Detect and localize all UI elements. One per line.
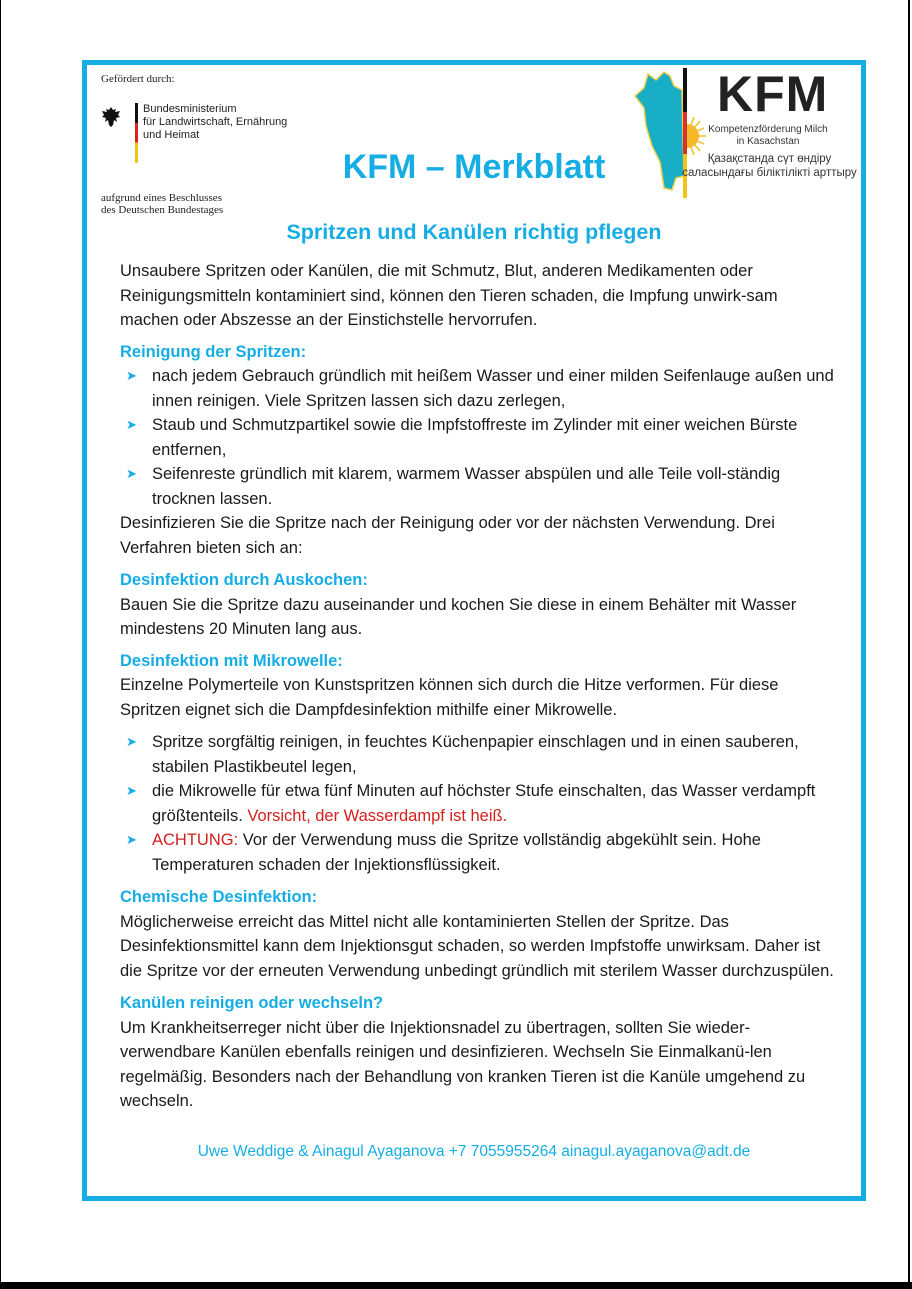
arrowhead-bullet-icon: ➤ (126, 832, 137, 847)
kfm-wordmark: KFM (717, 66, 829, 122)
chemical-paragraph: Möglicherweise erreicht das Mittel nicht alle kontaminierten Stellen der Spritze. Das Desinfektionsmittel kann dem Injektionsgut schaden, so werden Impfstoffe unwirksam. Daher ist die Spritze vor der erneuten Verwendung unbedingt gründlich mit sterilem Wasser durchzuspülen. (120, 912, 834, 980)
intro-paragraph: Unsaubere Spritzen oder Kanülen, die mit Schmutz, Blut, anderen Medikamenten oder Reinigungsmitteln kontaminiert sind, können den Tieren schaden, die Impfung unwirk-sam machen oder Abszesse an der Einstichstelle hervorrufen. (120, 262, 778, 329)
logo-line: in Kasachstan (736, 136, 800, 147)
ministry-name (143, 103, 287, 142)
list-item-text: Vor der Verwendung muss die Spritze vollständig abgekühlt sein. Hohe Temperaturen schaden der Injektionsflüssigkeit. (152, 831, 761, 874)
logo-subtitle-de (708, 124, 828, 148)
list-item-text: nach jedem Gebrauch gründlich mit heißem Wasser und einer milden Seifenlauge außen und innen reinigen. Viele Spritzen lassen sich dazu zerlegen, (152, 367, 834, 410)
list-item (120, 364, 840, 413)
list-item-text: Seifenreste gründlich mit klarem, warmem Wasser abspülen und alle Teile voll-ständig trocknen lassen. (152, 465, 781, 508)
arrowhead-bullet-icon: ➤ (126, 368, 137, 383)
section-heading-boiling: Desinfektion durch Auskochen: (120, 571, 368, 589)
list-item-text: Spritze sorgfältig reinigen, in feuchtes Küchenpapier einschlagen und in einen sauberen, stabilen Plastikbeutel legen, (152, 733, 799, 776)
ministry-line: Bundesministerium (143, 103, 237, 115)
section-heading-microwave: Desinfektion mit Mikrowelle: (120, 651, 343, 670)
boiling-paragraph: Bauen Sie die Spritze dazu auseinander und kochen Sie diese in einem Behälter mit Wasser mindestens 20 Minuten lang aus. (120, 595, 797, 638)
attention-label: ACHTUNG: (152, 831, 239, 849)
arrowhead-bullet-icon: ➤ (126, 783, 137, 798)
page-bottom-edge (0, 1282, 912, 1289)
section-heading-needles: Kanülen reinigen oder wechseln? (120, 994, 384, 1012)
list-item (120, 730, 840, 779)
list-item-text: Staub und Schmutzpartikel sowie die Impfstoffreste im Zylinder mit einer weichen Bürste entfernen, (152, 416, 798, 459)
bundestag-line: des Deutschen Bundestages (101, 204, 224, 216)
document-body (120, 259, 840, 1114)
disinfect-intro: Desinfizieren Sie die Spritze nach der Reinigung oder vor der nächsten Verwendung. Drei Verfahren bieten sich an: (120, 514, 775, 557)
cleaning-list (120, 364, 840, 511)
logo-line: Қазақстанда сүт өндіру (707, 153, 832, 165)
arrowhead-bullet-icon: ➤ (126, 466, 137, 481)
logo-line: Kompetenzförderung Milch (708, 124, 828, 135)
bundestag-note (101, 192, 223, 216)
arrowhead-bullet-icon: ➤ (126, 417, 137, 432)
logo-line: саласындағы біліктілікті арттыру (682, 167, 857, 179)
page-title: KFM – Merkblatt (342, 148, 606, 186)
ministry-line: und Heimat (143, 129, 200, 141)
needles-paragraph: Um Krankheitserreger nicht über die Injektionsnadel zu übertragen, sollten Sie wieder-verwendbare Kanülen ebenfalls reinigen und desinfizieren. Wechseln Sie Einmalkanü-len regelmäßig. Besonders nach der Behandlung von kranken Tieren ist die Kanüle umgehend zu wechseln. (120, 1018, 806, 1110)
bundestag-line: aufgrund eines Beschlusses (101, 192, 222, 204)
funded-by-label: Gefördert durch: (101, 73, 175, 85)
microwave-paragraph: Einzelne Polymerteile von Kunstspritzen können sich durch die Hitze verformen. Für diese Spritzen eignet sich die Dampfdesinfektion mithilfe einer Mikrowelle. (120, 676, 779, 719)
list-item (120, 462, 840, 511)
section-heading-cleaning: Reinigung der Spritzen: (120, 342, 307, 361)
list-item (120, 828, 840, 877)
list-item-text: die Mikrowelle für etwa fünf Minuten auf höchster Stufe einschalten, das Wasser verdampft größtenteils. (152, 782, 816, 825)
contact-footer: Uwe Weddige & Ainagul Ayaganova +7 7055955264 ainagul.ayaganova@adt.de (197, 1143, 751, 1160)
steam-warning: Vorsicht, der Wasserdampf ist heiß. (247, 806, 508, 825)
federal-eagle-icon (101, 106, 121, 128)
arrowhead-bullet-icon: ➤ (126, 734, 137, 749)
microwave-list (120, 730, 840, 877)
list-item (120, 413, 840, 462)
ministry-line: für Landwirtschaft, Ernährung (143, 116, 288, 128)
list-item (120, 779, 840, 828)
page-subtitle: Spritzen und Kanülen richtig pflegen (286, 220, 662, 244)
section-heading-chemical: Chemische Desinfektion: (120, 888, 318, 906)
